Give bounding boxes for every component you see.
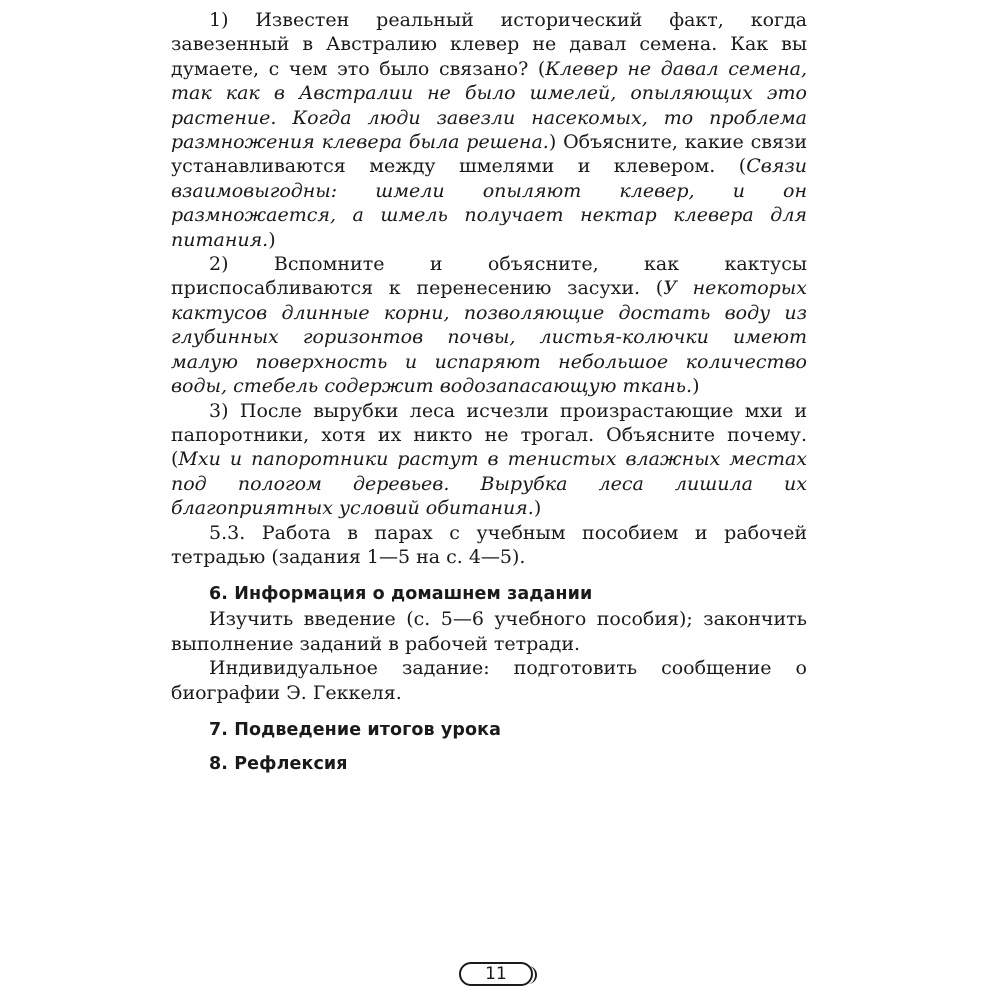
closing-bracket: ) (692, 375, 700, 398)
page-number: 11 (459, 962, 533, 986)
page-content (171, 8, 807, 777)
question-paragraph-3 (171, 399, 807, 521)
question-text: 1) Известен реальный исторический факт, когда завезенный в Австралию клевер не давал семена. Как вы думаете, с чем это было связано? ( (171, 9, 807, 80)
closing-bracket: ) (268, 228, 276, 251)
homework-paragraph-2: Индивидуальное задание: подготовить сообщение о биографии Э. Геккеля. (171, 657, 807, 704)
answer-text: У некоторых кактусов длинные корни, позволяющие достать воду из глубинных горизонтов почвы, листья-колючки имеют малую поверхность и испаряют небольшое количество воды, стебель содержит водозапасающую ткань. (171, 277, 807, 398)
section-heading-reflection: 8. Рефлексия (209, 753, 348, 774)
answer-text: Мхи и папоротники растут в тенистых влажных местах под пологом деревьев. Вырубка леса лишила их благоприятных условий обитания. (171, 448, 807, 520)
question-text: ) Объясните, какие связи устанавливаются между шмелями и клевером. ( (171, 131, 807, 178)
section-heading-summary: 7. Подведение итогов урока (209, 719, 501, 740)
answer-text: Клевер не давал семена, так как в Австралии не было шмелей, опыляющих это растение. Когда люди завезли насекомых, то проблема размножения клевера была решена. (171, 57, 807, 154)
question-paragraph-1 (171, 8, 807, 252)
homework-paragraph-1: Изучить введение (с. 5—6 учебного пособия); закончить выполнение заданий в рабочей тетради. (171, 608, 807, 655)
task-text: 5.3. Работа в парах с учебным пособием и рабочей тетрадью (задания 1—5 на с. 4—5). (171, 521, 807, 568)
closing-bracket: ) (533, 497, 542, 520)
task-paragraph-5-3 (171, 521, 807, 570)
question-text: 3) После вырубки леса исчезли произрастающие мхи и папоротники, хотя их никто не трогал. Объясните почему. ( (171, 399, 807, 471)
question-text: 2) Вспомните и объясните, как кактусы приспосабливаются к перенесению засухи. ( (171, 253, 807, 300)
question-paragraph-2 (171, 252, 807, 398)
answer-text: Связи взаимовыгодны: шмели опыляют клевер, и он размножается, а шмель получает нектар клевера для питания. (171, 155, 807, 251)
section-heading-homework: 6. Информация о домашнем задании (209, 584, 593, 605)
